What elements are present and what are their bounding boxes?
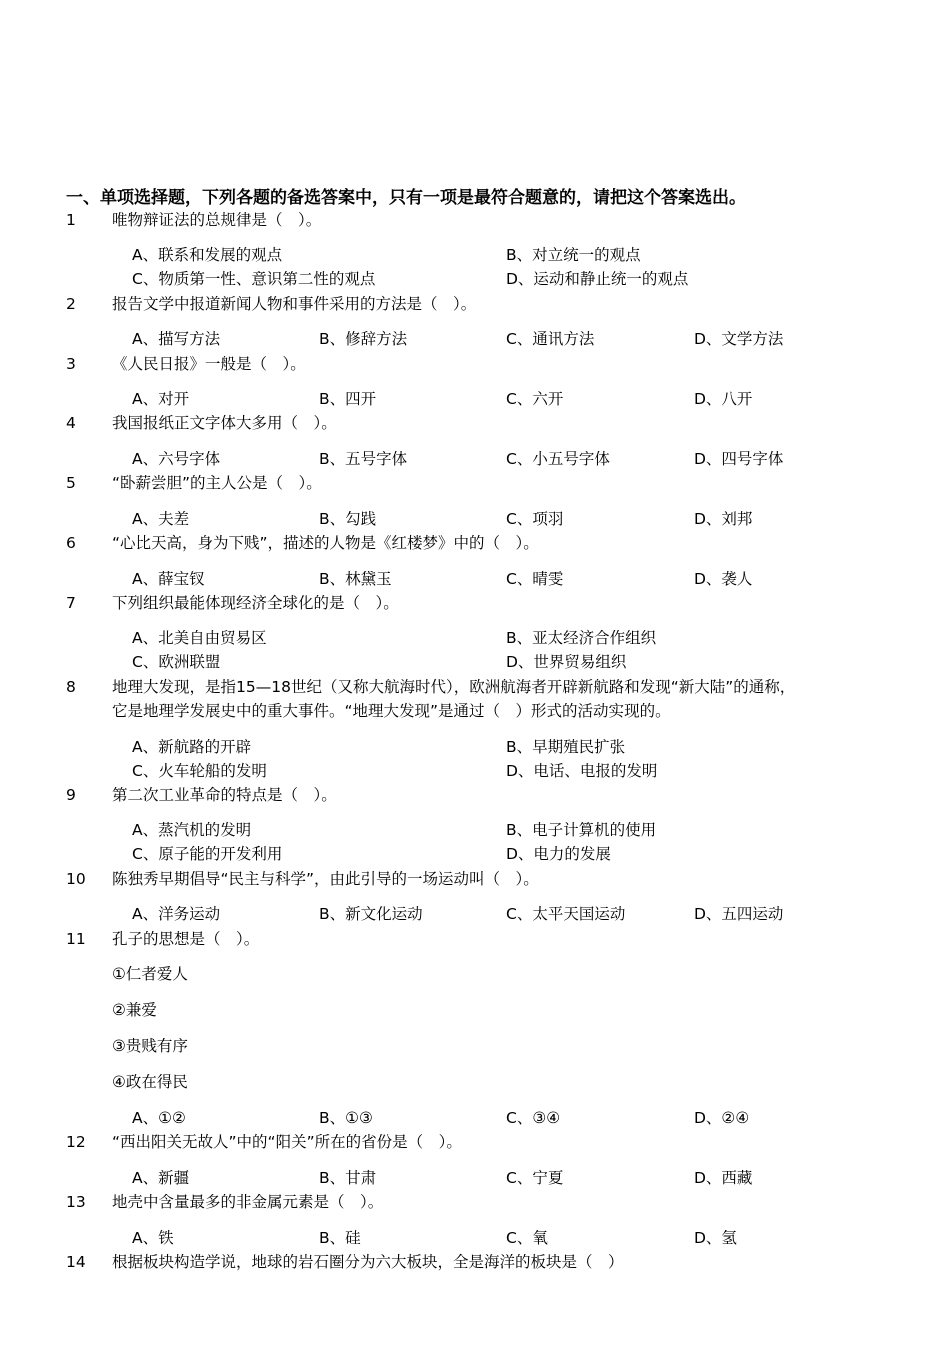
question-stem-continued: 它是地理学发展史中的重大事件。“地理大发现”是通过（ ）形式的活动实现的。 bbox=[112, 702, 671, 720]
statement-item: ①仁者爱人 bbox=[112, 965, 188, 983]
question-stem: 孔子的思想是（ ）。 bbox=[112, 930, 260, 948]
option-b: B、修辞方法 bbox=[319, 330, 408, 348]
question-number: 8 bbox=[66, 678, 76, 696]
option-a: A、描写方法 bbox=[132, 330, 221, 348]
option-c: C、氧 bbox=[506, 1229, 548, 1247]
question-stem: “卧薪尝胆”的主人公是（ ）。 bbox=[112, 474, 322, 492]
question-stem: 报告文学中报道新闻人物和事件采用的方法是（ ）。 bbox=[112, 295, 477, 313]
option-d: D、四号字体 bbox=[694, 450, 784, 468]
option-d: D、世界贸易组织 bbox=[506, 653, 627, 671]
option-b: B、①③ bbox=[319, 1109, 373, 1127]
option-b: B、四开 bbox=[319, 390, 377, 408]
question-number: 4 bbox=[66, 414, 76, 432]
question-stem: 地理大发现，是指15—18世纪（又称大航海时代），欧洲航海者开辟新航路和发现“新大陆”的通称， bbox=[112, 678, 796, 696]
option-c: C、原子能的开发利用 bbox=[132, 845, 283, 863]
question-number: 14 bbox=[66, 1253, 86, 1271]
option-a: A、六号字体 bbox=[132, 450, 221, 468]
question-number: 6 bbox=[66, 534, 76, 552]
option-d: D、氢 bbox=[694, 1229, 737, 1247]
option-c: C、通讯方法 bbox=[506, 330, 595, 348]
question-stem: 陈独秀早期倡导“民主与科学”，由此引导的一场运动叫（ ）。 bbox=[112, 870, 539, 888]
question-number: 13 bbox=[66, 1193, 86, 1211]
question-stem: 第二次工业革命的特点是（ ）。 bbox=[112, 786, 337, 804]
option-a: A、蒸汽机的发明 bbox=[132, 821, 252, 839]
option-b: B、早期殖民扩张 bbox=[506, 738, 626, 756]
option-b: B、硅 bbox=[319, 1229, 361, 1247]
question-number: 2 bbox=[66, 295, 76, 313]
question-number: 1 bbox=[66, 211, 76, 229]
question-stem: 《人民日报》一般是（ ）。 bbox=[112, 355, 306, 373]
question-number: 7 bbox=[66, 594, 76, 612]
option-b: B、五号字体 bbox=[319, 450, 408, 468]
option-b: B、电子计算机的使用 bbox=[506, 821, 657, 839]
statement-item: ④政在得民 bbox=[112, 1073, 188, 1091]
option-c: C、宁夏 bbox=[506, 1169, 564, 1187]
question-stem: 下列组织最能体现经济全球化的是（ ）。 bbox=[112, 594, 399, 612]
option-b: B、勾践 bbox=[319, 510, 377, 528]
option-c: C、③④ bbox=[506, 1109, 561, 1127]
option-d: D、电话、电报的发明 bbox=[506, 762, 658, 780]
question-stem: 唯物辩证法的总规律是（ ）。 bbox=[112, 211, 322, 229]
option-c: C、物质第一性、意识第二性的观点 bbox=[132, 270, 376, 288]
option-d: D、西藏 bbox=[694, 1169, 753, 1187]
option-a: A、①② bbox=[132, 1109, 186, 1127]
question-number: 11 bbox=[66, 930, 86, 948]
option-d: D、袭人 bbox=[694, 570, 753, 588]
option-c: C、小五号字体 bbox=[506, 450, 610, 468]
option-a: A、铁 bbox=[132, 1229, 174, 1247]
question-stem: 根据板块构造学说，地球的岩石圈分为六大板块，全是海洋的板块是（ ） bbox=[112, 1253, 624, 1271]
statement-item: ②兼爱 bbox=[112, 1001, 157, 1019]
question-number: 9 bbox=[66, 786, 76, 804]
option-c: C、项羽 bbox=[506, 510, 564, 528]
option-b: B、对立统一的观点 bbox=[506, 246, 641, 264]
option-c: C、火车轮船的发明 bbox=[132, 762, 267, 780]
option-a: A、对开 bbox=[132, 390, 190, 408]
option-c: C、欧洲联盟 bbox=[132, 653, 221, 671]
option-a: A、薛宝钗 bbox=[132, 570, 205, 588]
question-number: 3 bbox=[66, 355, 76, 373]
statement-item: ③贵贱有序 bbox=[112, 1037, 188, 1055]
question-number: 5 bbox=[66, 474, 76, 492]
question-stem: “心比天高，身为下贱”，描述的人物是《红楼梦》中的（ ）。 bbox=[112, 534, 539, 552]
question-stem: 我国报纸正文字体大多用（ ）。 bbox=[112, 414, 337, 432]
option-d: D、②④ bbox=[694, 1109, 750, 1127]
option-d: D、电力的发展 bbox=[506, 845, 611, 863]
question-stem: “西出阳关无故人”中的“阳关”所在的省份是（ ）。 bbox=[112, 1133, 462, 1151]
option-d: D、五四运动 bbox=[694, 905, 784, 923]
option-a: A、洋务运动 bbox=[132, 905, 221, 923]
option-b: B、林黛玉 bbox=[319, 570, 392, 588]
option-c: C、六开 bbox=[506, 390, 564, 408]
option-a: A、新航路的开辟 bbox=[132, 738, 252, 756]
option-b: B、亚太经济合作组织 bbox=[506, 629, 657, 647]
option-b: B、甘肃 bbox=[319, 1169, 377, 1187]
option-c: C、太平天国运动 bbox=[506, 905, 626, 923]
option-a: A、联系和发展的观点 bbox=[132, 246, 283, 264]
question-number: 10 bbox=[66, 870, 86, 888]
option-a: A、夫差 bbox=[132, 510, 190, 528]
option-b: B、新文化运动 bbox=[319, 905, 423, 923]
section-title: 一、单项选择题，下列各题的备选答案中，只有一项是最符合题意的，请把这个答案选出。 bbox=[66, 188, 746, 208]
option-a: A、新疆 bbox=[132, 1169, 190, 1187]
question-stem: 地壳中含量最多的非金属元素是（ ）。 bbox=[112, 1193, 384, 1211]
option-d: D、运动和静止统一的观点 bbox=[506, 270, 689, 288]
option-d: D、八开 bbox=[694, 390, 753, 408]
option-a: A、北美自由贸易区 bbox=[132, 629, 267, 647]
question-number: 12 bbox=[66, 1133, 86, 1151]
option-d: D、文学方法 bbox=[694, 330, 784, 348]
option-c: C、晴雯 bbox=[506, 570, 564, 588]
option-d: D、刘邦 bbox=[694, 510, 753, 528]
